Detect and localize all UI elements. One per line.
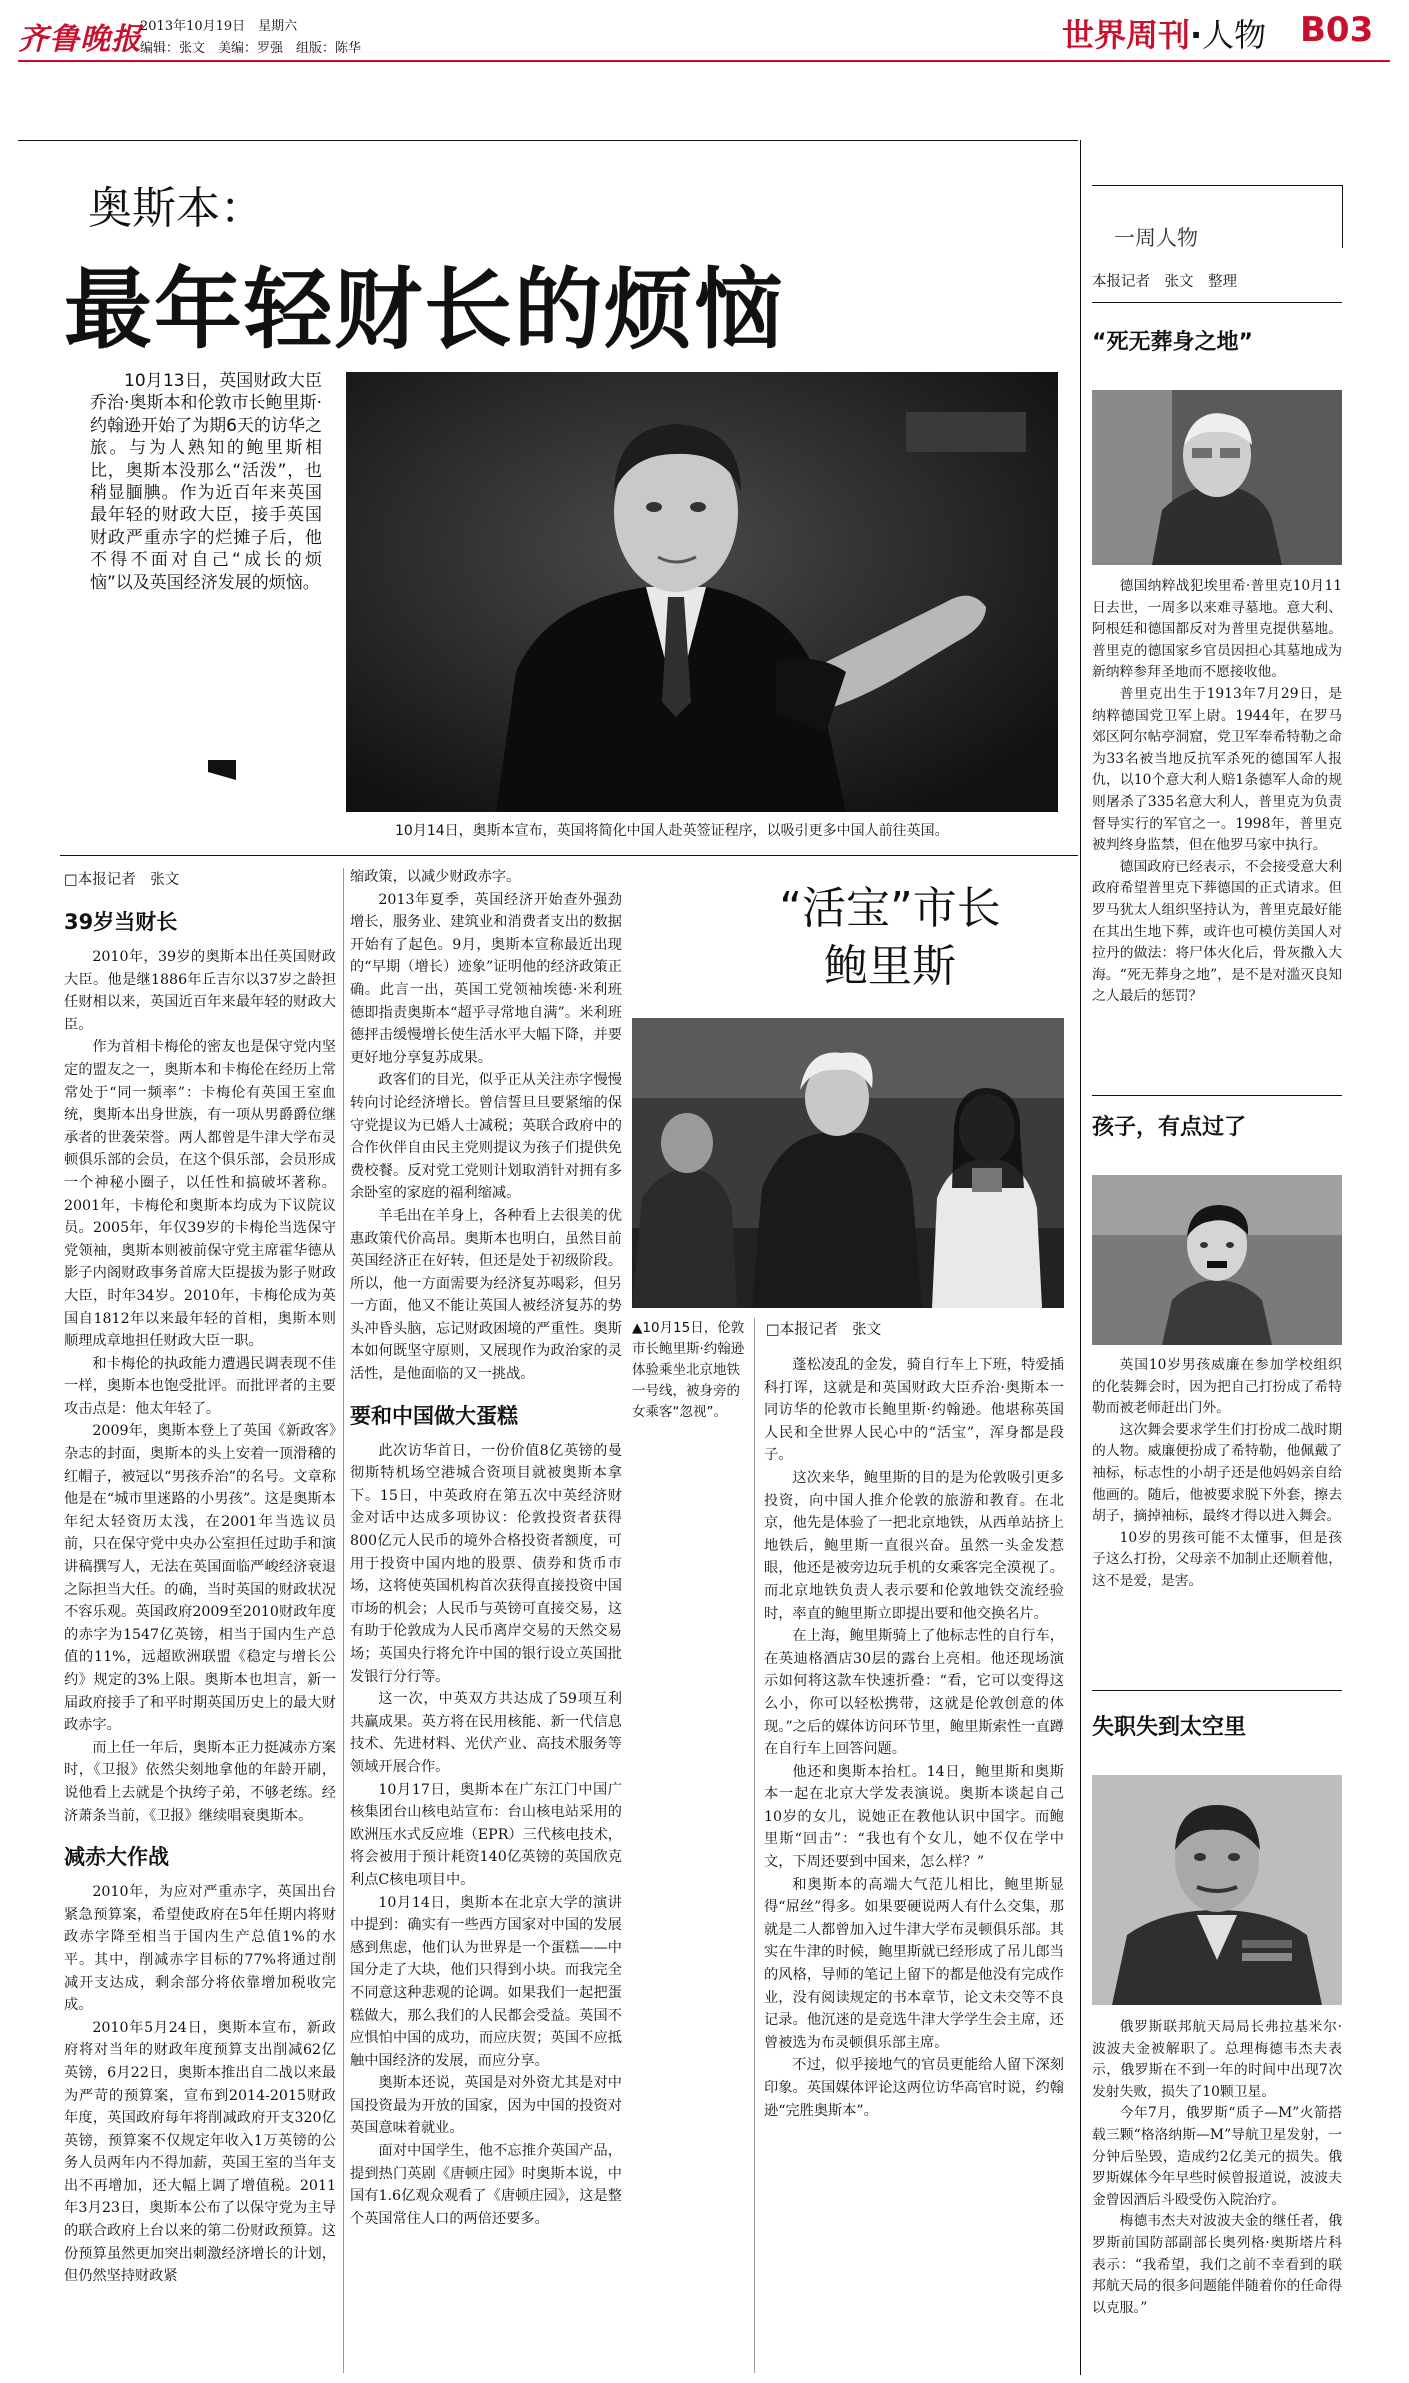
sidebar-story-2-body bbox=[1092, 1355, 1342, 1593]
sidebar-story-1-headline: “死无葬身之地” bbox=[1092, 330, 1253, 355]
section-name bbox=[1062, 10, 1266, 56]
paragraph: 今年7月，俄罗斯“质子—M”火箭搭载三颗“格洛纳斯—M”导航卫星发射，一分钟后坠毁，造成约2亿美元的损失。俄罗斯媒体今年早些时候曾报道说，波波夫金曾因酒后斗殴受伤入院治疗。 bbox=[1092, 2105, 1342, 2208]
paragraph: 他还和奥斯本抬杠。14日，鲍里斯和奥斯本一起在北京大学发表演说。奥斯本谈起自己10岁的女儿，说她正在教他认识中国字。而鲍里斯“回击”：“我也有个女儿，她不仅在学中文，下周还要到中国来，怎么样？” bbox=[764, 1763, 1064, 1871]
page-number: B03 bbox=[1300, 10, 1374, 50]
osborne-col1-text-a bbox=[64, 946, 336, 1827]
paragraph: 俄罗斯联邦航天局局长弗拉基米尔·波波夫金被解职了。总理梅德韦杰夫表示，俄罗斯在不到一年的时间中出现7次发射失败，损失了10颗卫星。 bbox=[1092, 2019, 1342, 2100]
paragraph: 10月14日，奥斯本在北京大学的演讲中提到：确实有一些西方国家对中国的发展感到焦虑，他们认为世界是一个蛋糕——中国分走了大块，他们只得到小块。而我完全不同意这种悲观的论调。如果我们一起把蛋糕做大，那么我们的人民都会受益。英国不应惧怕中国的成功，而应庆贺；英国不应抵触中国经济的发展，而应分享。 bbox=[350, 1894, 622, 2069]
sidebar-story-1-body bbox=[1092, 576, 1342, 1008]
paragraph: 羊毛出在羊身上，各种看上去很美的优惠政策代价高昂。奥斯本也明白，虽然目前英国经济正在好转，但还是处于初级阶段。所以，他一方面需要为经济复苏喝彩，但另一方面，他又不能让英国人被经济复苏的势头冲昏头脑，忘记财政困境的严重性。奥斯本如何既坚守原则，又展现作为政治家的灵活性，是他面临的又一挑战。 bbox=[350, 1207, 622, 1383]
paragraph: 2010年，为应对严重赤字，英国出台紧急预算案，希望使政府在5年任期内将财政赤字降至相当于国内生产总值1%的水平。其中，削减赤字目标的77%将通过削减开支达成，剩余部分将依靠增加税收完成。 bbox=[64, 1884, 336, 2014]
osborne-column-2 bbox=[350, 866, 622, 2230]
paragraph: 10岁的男孩可能不太懂事，但是孩子这么打扮，父母亲不加制止还顺着他，这不是爱，是害。 bbox=[1092, 1529, 1342, 1589]
article-title: 最年轻财长的烦恼 bbox=[64, 258, 785, 361]
sidebar-rule bbox=[1092, 302, 1342, 303]
sidebar-story-3-headline: 失职失到太空里 bbox=[1092, 1715, 1247, 1740]
editors-line: 编辑：张文 美编：罗强 组版：陈华 bbox=[140, 41, 362, 56]
osborne-byline: □本报记者 张文 bbox=[64, 872, 180, 888]
paragraph: 而上任一年后，奥斯本正力挺减赤方案时，《卫报》依然尖刻地拿他的年龄开刷，说他看上去就是个执绔子弟，不够老练。经济萧条当前，《卫报》继续唱衰奥斯本。 bbox=[64, 1739, 336, 1824]
lead-bottom-rule bbox=[60, 855, 1078, 856]
date-line: 2013年10月19日 星期六 bbox=[140, 19, 298, 34]
sidebar-rule-3 bbox=[1092, 1690, 1342, 1691]
paragraph: 10月17日，奥斯本在广东江门中国广核集团台山核电站宣布：台山核电站采用的欧洲压水式反应堆（EPR）三代核电技术，将会被用于预计耗资140亿英镑的英国欣克利点C核电项目中。 bbox=[350, 1781, 622, 1888]
paragraph: 作为首相卡梅伦的密友也是保守党内坚定的盟友之一，奥斯本和卡梅伦在经历上常常处于“同一频率”：卡梅伦有英国王室血统，奥斯本出身世族，有一项从男爵爵位继承者的世袭荣誉。两人都曾是牛津大学布灵顿俱乐部的会员，在这个俱乐部，会员形成一个神秘小圈子，以任性和搞破坏著称。2001年，卡梅伦和奥斯本均成为下议院议员。2005年，年仅39岁的卡梅伦当选保守党领袖，奥斯本则被前保守党主席霍华德从影子内阁财政事务首席大臣提拔为影子财政大臣，时年34岁。2010年，卡梅伦成为英国自1812年以来最年轻的首相，奥斯本则顺理成章地担任财政大臣一职。 bbox=[64, 1039, 336, 1350]
paragraph: 2010年5月24日，奥斯本宣布，新政府将对当年的财政年度预算支出削减62亿英镑，6月22日，奥斯本推出自二战以来最为严苛的预算案，宣布到2014-2015财政年度，英国政府每年将削减政府开支320亿英镑，预算案不仅规定年收入1万英镑的公务人员两年内不得加薪，英国王室的当年支出不再增加，还大幅上调了增值税。2011年3月23日，奥斯本公布了以保守党为主导的联合政府上台以来的第二份财政预算。这份预算虽然更加突出刺激经济增长的计划，但仍然坚持财政紧 bbox=[64, 2019, 336, 2285]
masthead-rule bbox=[18, 60, 1390, 62]
osborne-col1-text-b bbox=[64, 1881, 336, 2288]
paragraph: 这一次，中英双方共达成了59项互利共赢成果。英方将在民用核能、新一代信息技术、先进材料、光伏产业、高技术服务等领域开展合作。 bbox=[350, 1691, 622, 1775]
sidebar-rule-2 bbox=[1092, 1095, 1342, 1096]
sidebar-story-2-photo bbox=[1092, 1175, 1342, 1345]
paragraph: 和卡梅伦的执政能力遭遇民调表现不佳一样，奥斯本也饱受批评。而批评者的主要攻击点是：他太年轻了。 bbox=[64, 1355, 336, 1417]
boris-photo-caption: ▲10月15日，伦敦市长鲍里斯·约翰逊体验乘坐北京地铁一号线，被身旁的女乘客“忽视”。 bbox=[632, 1320, 745, 1420]
sidebar-divider bbox=[1080, 140, 1081, 2375]
article-kicker: 奥斯本： bbox=[88, 183, 264, 234]
osborne-col2-text-a bbox=[350, 866, 622, 1386]
boris-photo-illustration bbox=[632, 1018, 1064, 1308]
paragraph: 2010年，39岁的奥斯本出任英国财政大臣。他是继1886年丘吉尔以37岁之龄担任财相以来，英国近百年来最年轻的财政大臣。 bbox=[64, 949, 336, 1033]
paragraph: 缩政策，以减少财政赤字。 bbox=[350, 869, 521, 885]
paragraph: 在上海，鲍里斯骑上了他标志性的自行车，在英迪格酒店30层的露台上亮相。他还现场演示如何将这款车快速折叠：“看，它可以变得这么小，你可以轻松携带，这就是伦敦创意的体现。”之后的媒体访问环节里，鲍里斯索性一直蹲在自行车上回答问题。 bbox=[764, 1628, 1064, 1758]
paragraph: 梅德韦杰夫对波波夫金的继任者，俄罗斯前国防部副部长奥列格·奥斯塔片科表示：“我希望，我们之前不幸看到的联邦航天局的很多问题能伴随着你的任命得以克服。” bbox=[1092, 2213, 1342, 2316]
lead-photo-osborne bbox=[346, 372, 1058, 812]
paragraph: 2013年夏季，英国经济开始查外强劲增长，服务业、建筑业和消费者支出的数据开始有了起色。9月，奥斯本宣称最近出现的“早期（增长）迹象”证明他的经济政策正确。此言一出，英国工党领袖埃德·米利班德即指责奥斯本“超乎寻常地自满”。米利班德抨击缓慢增长使生活水平大幅下降，并要更好地分享复苏成果。 bbox=[350, 891, 622, 1066]
paragraph: 普里克出生于1913年7月29日，是纳粹德国党卫军上尉。1944年，在罗马郊区阿尔帖亭洞窟，党卫军奉希特勒之命为33名被当地反抗军杀死的德国军人报仇，以10个意大利人赔1条德军人命的规则屠杀了335名意大利人，普里克为负责督导实行的军官之一。1998年，普里克被判终身监禁，但在他罗马家中执行。 bbox=[1092, 685, 1342, 854]
boris-title-line1: “活宝”市长 bbox=[779, 883, 1001, 934]
sidebar-story-2-headline: 孩子，有点过了 bbox=[1092, 1115, 1247, 1140]
paragraph: 德国纳粹战犯埃里希·普里克10月11日去世，一周多以来难寻墓地。意大利、阿根廷和德国都反对为普里克提供墓地。普里克的德国家乡官员因担心其墓地成为新纳粹参拜圣地而不愿接收他。 bbox=[1092, 578, 1342, 681]
sidebar-story-1-photo bbox=[1092, 390, 1342, 565]
osborne-col2-text-b bbox=[350, 1440, 622, 2231]
popovkin-photo-illustration bbox=[1092, 1775, 1342, 2005]
paragraph: 这次舞会要求学生们打扮成二战时期的人物。威廉便扮成了希特勒，他佩戴了袖标，标志性的小胡子还是他妈妈亲自给他画的。随后，他被要求脱下外套，擦去胡子，摘掉袖标，最终才得以进入舞会。 bbox=[1092, 1421, 1342, 1525]
boris-body bbox=[764, 1354, 1064, 2122]
boris-title bbox=[720, 880, 1060, 996]
boris-photo bbox=[632, 1018, 1064, 1308]
paragraph: 奥斯本还说，英国是对外资尤其是对中国投资最为开放的国家，因为中国的投资对英国意味着就业。 bbox=[350, 2075, 622, 2137]
newspaper-logo: 齐鲁晚报 bbox=[18, 22, 142, 57]
paragraph: 2009年，奥斯本登上了英国《新政客》杂志的封面，奥斯本的头上安着一顶滑稽的红帽子，被冠以“男孩乔治”的名号。文章称他是在“城市里迷路的小男孩”。这是奥斯本年纪太轻资历太浅，在2001年当选议员前，只在保守党中央办公室担任过助手和演讲稿撰写人，无法在英国面临严峻经济衰退之际担当大任。的确，当时英国的财政状况不容乐观。英国政府2009至2010财政年度的赤字为1547亿英镑，相当于国内生产总值的11%，远超欧洲联盟《稳定与增长公约》规定的3%上限。奥斯本也坦言，新一届政府接手了和平时期英国历史上的最大财政赤字。 bbox=[64, 1423, 336, 1734]
lead-intro-text: 10月13日，英国财政大臣乔治·奥斯本和伦敦市长鲍里斯·约翰逊开始了为期6天的访华之旅。与为人熟知的鲍里斯相比，奥斯本没那么“活泼”，也稍显腼腆。作为近百年来英国最年轻的财政大臣，接手英国财政严重赤字的烂摊子后，他不得不面对自己“成长的烦恼”以及英国经济发展的烦恼。 bbox=[90, 371, 322, 593]
lead-photo-caption: 10月14日，奥斯本宣布，英国将简化中国人赴英签证程序，以吸引更多中国人前往英国。 bbox=[395, 823, 949, 839]
sidebar-story-3-photo bbox=[1092, 1775, 1342, 2005]
boris-byline: □本报记者 张文 bbox=[766, 1322, 882, 1338]
william-photo-illustration bbox=[1092, 1175, 1342, 1345]
paragraph: 不过，似乎接地气的官员更能给人留下深刻印象。英国媒体评论这两位访华高官时说，约翰逊“完胜奥斯本”。 bbox=[764, 2057, 1064, 2119]
osborne-photo-illustration bbox=[346, 372, 1058, 812]
section-dot: · bbox=[1190, 16, 1203, 54]
sidebar-byline: 本报记者 张文 整理 bbox=[1092, 274, 1237, 290]
paragraph: 此次访华首日，一份价值8亿英镑的曼彻斯特机场空港城合资项目就被奥斯本拿下。15日，中英政府在第五次中英经济财金对话中达成多项协议：伦敦投资者获得800亿元人民币的境外合格投资者额度，可用于投资中国内地的股票、债券和货币市场，这将使英国机构首次获得直接投资中国市场的机会；人民币与英镑可直接交易，这有助于伦敦成为人民币离岸交易的天然交易场；英国央行将允许中国的银行设立英国批发银行分行等。 bbox=[350, 1442, 622, 1685]
subsection-label: 人物 bbox=[1202, 16, 1267, 54]
top-rule bbox=[18, 140, 1078, 141]
sidebar-header-box bbox=[1092, 185, 1343, 248]
sidebar-header-label: 一周人物 bbox=[1114, 226, 1198, 250]
boris-title-line2: 鲍里斯 bbox=[824, 941, 956, 992]
paragraph: 这次来华，鲍里斯的目的是为伦敦吸引更多投资，向中国人推介伦敦的旅游和教育。在北京，他先是体验了一把北京地铁，从西单站挤上地铁后，鲍里斯一直很兴奋。虽然一头金发惹眼，他还是被旁边玩手机的女乘客完全漠视了。而北京地铁负责人表示要和伦敦地铁交流经验时，率直的鲍里斯立即提出要和他交换名片。 bbox=[764, 1469, 1064, 1622]
subhead-deficit: 减赤大作战 bbox=[64, 1845, 169, 1870]
paragraph: 蓬松凌乱的金发，骑自行车上下班，特爱插科打诨，这就是和英国财政大臣乔治·奥斯本一同访华的伦敦市长鲍里斯·约翰逊。他堪称英国人民和全世界人民心中的“活宝”，浑身都是段子。 bbox=[764, 1357, 1064, 1464]
quote-mark-icon bbox=[208, 760, 236, 780]
paragraph: 政客们的目光，似乎正从关注赤字慢慢转向讨论经济增长。曾信誓旦旦要紧缩的保守党提议为已婚人士减税；英联合政府中的合作伙伴自由民主党则提议为孩子们提供免费校餐。反对党工党则计划取消针对拥有多余卧室的家庭的福利缩减。 bbox=[350, 1072, 622, 1202]
subhead-39: 39岁当财长 bbox=[64, 910, 178, 934]
section-label: 世界周刊 bbox=[1062, 16, 1191, 54]
priebke-photo-illustration bbox=[1092, 390, 1342, 565]
lead-intro bbox=[90, 370, 322, 594]
column-divider-boris bbox=[754, 1318, 755, 2373]
sidebar-story-3-body bbox=[1092, 2017, 1342, 2319]
paragraph: 英国10岁男孩威廉在参加学校组织的化装舞会时，因为把自己打扮成了希特勒而被老师赶出门外。 bbox=[1092, 1357, 1342, 1417]
paragraph: 德国政府已经表示，不会接受意大利政府希望普里克下葬德国的正式请求。但罗马犹太人组织坚持认为，普里克最好能在其出生地下葬，或许也可模仿美国人对拉丹的做法：将尸体火化后，骨灰撒入大海。“死无葬身之地”，是不是对滥灭良知之人最后的惩罚？ bbox=[1092, 858, 1342, 1005]
paragraph: 面对中国学生，他不忘推介英国产品，提到热门英剧《唐顿庄园》时奥斯本说，中国有1.6亿观众观看了《唐顿庄园》，这是整个英国常住人口的两倍还要多。 bbox=[350, 2143, 622, 2227]
paragraph: 和奥斯本的高端大气范儿相比，鲍里斯显得“屌丝”得多。如果要硬说两人有什么交集，那就是二人都曾加入过牛津大学布灵顿俱乐部。其实在牛津的时候，鲍里斯就已经形成了吊儿郎当的风格，导师的笔记上留下的都是他没有完成作业，没有阅读规定的书本章节，论文未交等不良记录。他沉迷的是竞选牛津大学学生会主席，还曾被选为布灵顿俱乐部主席。 bbox=[764, 1876, 1064, 2051]
masthead bbox=[0, 0, 1409, 62]
column-divider bbox=[343, 868, 344, 2373]
osborne-column-1 bbox=[64, 900, 336, 2288]
subhead-cake: 要和中国做大蛋糕 bbox=[350, 1403, 518, 1428]
